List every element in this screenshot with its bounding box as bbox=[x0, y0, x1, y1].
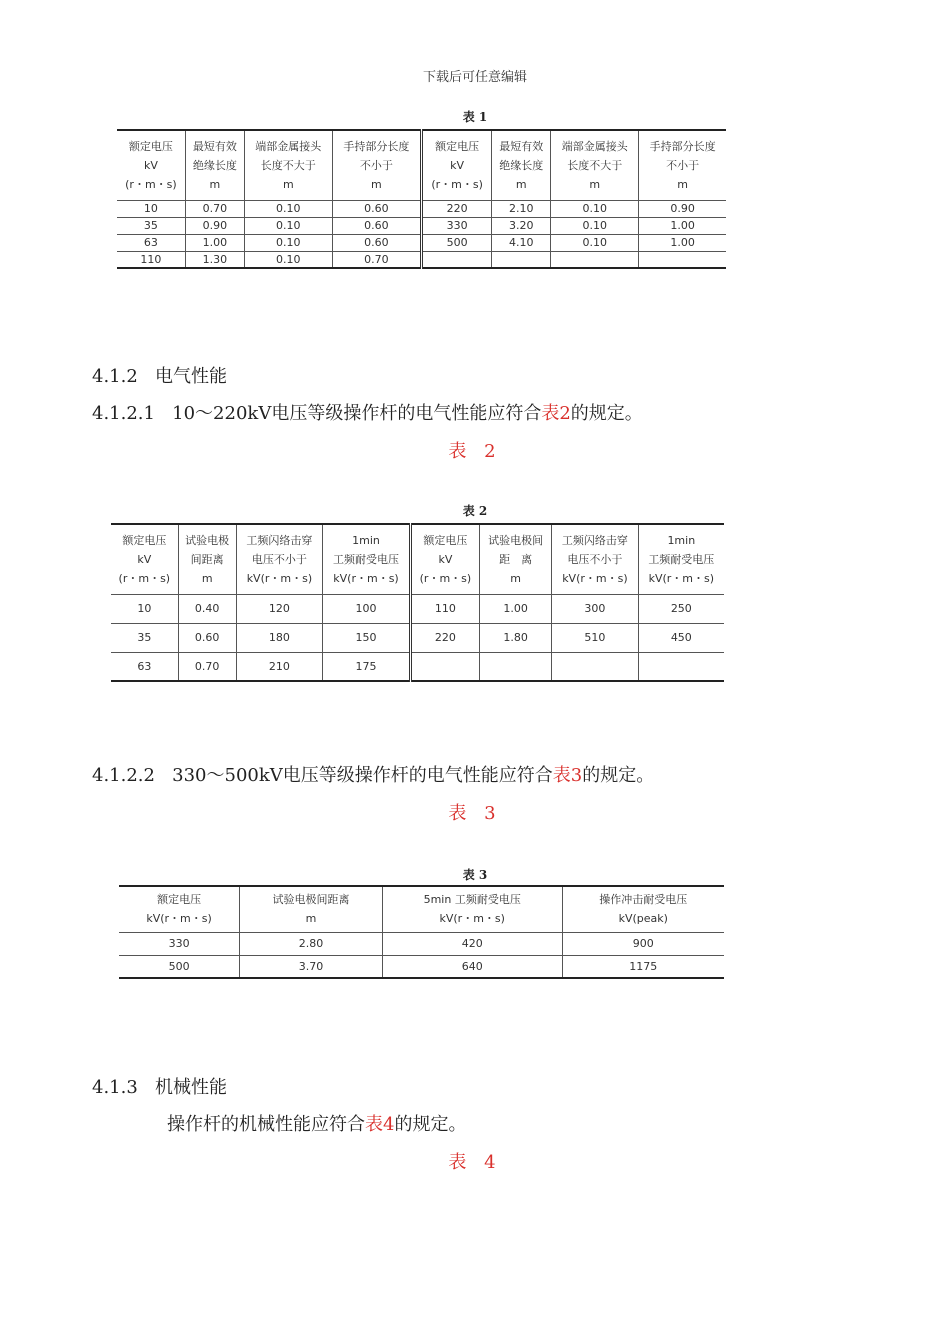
table-cell: 1.00 bbox=[639, 234, 726, 251]
table-cell: 500 bbox=[119, 955, 240, 978]
header-line: 长度不大于 bbox=[260, 158, 316, 172]
table-cell bbox=[410, 652, 479, 681]
header-line: 电压不小于 bbox=[567, 552, 623, 566]
header-cell bbox=[479, 524, 551, 594]
table-cell: 0.70 bbox=[185, 200, 244, 217]
header-line: 端部金属接头 bbox=[255, 139, 322, 153]
table-cell: 110 bbox=[410, 594, 479, 623]
table3-red-caption: 表 3 bbox=[448, 803, 502, 824]
header-cell bbox=[119, 886, 240, 932]
paragraph-text-end: 的规定。 bbox=[570, 403, 643, 424]
table-cell: 4.10 bbox=[492, 234, 551, 251]
table-cell: 900 bbox=[562, 932, 724, 955]
header-line: kV(r・m・s) bbox=[648, 571, 715, 585]
header-line: (r・m・s) bbox=[419, 571, 472, 585]
section-4-1-2-1-paragraph bbox=[92, 399, 643, 425]
table-cell: 110 bbox=[117, 251, 185, 268]
header-line: kV bbox=[450, 158, 465, 172]
header-line: 最短有效 bbox=[499, 139, 544, 153]
table-cell: 1175 bbox=[562, 955, 724, 978]
table-cell: 180 bbox=[236, 623, 322, 652]
table-cell: 0.70 bbox=[332, 251, 421, 268]
header-line: 距 离 bbox=[499, 552, 533, 566]
header-line: 绝缘长度 bbox=[192, 158, 237, 172]
table1 bbox=[117, 129, 726, 269]
header-line: 额定电压 bbox=[157, 893, 202, 907]
table2-caption: 表 2 bbox=[462, 504, 488, 518]
table-cell: 1.00 bbox=[185, 234, 244, 251]
header-line: 工频耐受电压 bbox=[648, 552, 715, 566]
table-cell: 330 bbox=[421, 217, 491, 234]
table2-link[interactable]: 表2 bbox=[541, 403, 571, 424]
table-cell: 0.10 bbox=[244, 200, 332, 217]
table-row bbox=[111, 623, 724, 652]
table-cell: 100 bbox=[323, 594, 411, 623]
table-cell: 63 bbox=[117, 234, 185, 251]
header-line: 工频闪络击穿 bbox=[246, 533, 313, 547]
header-line: m bbox=[201, 571, 213, 585]
header-line: 手持部分长度 bbox=[343, 139, 410, 153]
section-number: 4.1.2 bbox=[92, 366, 138, 387]
table-cell: 175 bbox=[323, 652, 411, 681]
paragraph-text: 操作杆的机械性能应符合 bbox=[167, 1114, 365, 1135]
header-line: 最短有效 bbox=[192, 139, 237, 153]
header-row bbox=[119, 886, 724, 932]
header-cell bbox=[410, 524, 479, 594]
header-cell bbox=[332, 130, 421, 200]
table-cell: 3.70 bbox=[240, 955, 383, 978]
header-line: 电压不小于 bbox=[251, 552, 307, 566]
table-cell bbox=[421, 251, 491, 268]
header-line: 端部金属接头 bbox=[561, 139, 628, 153]
table-row bbox=[117, 217, 726, 234]
header-cell bbox=[638, 524, 724, 594]
table-cell: 2.80 bbox=[240, 932, 383, 955]
table-cell: 0.10 bbox=[551, 200, 639, 217]
header-cell bbox=[244, 130, 332, 200]
table-cell: 500 bbox=[421, 234, 491, 251]
table-cell: 35 bbox=[111, 623, 178, 652]
header-line: 额定电压 bbox=[435, 139, 480, 153]
header-line: 额定电压 bbox=[122, 533, 167, 547]
table2-red-caption: 表 2 bbox=[448, 441, 502, 462]
header-cell bbox=[236, 524, 322, 594]
header-line: 间距离 bbox=[190, 552, 224, 566]
header-line: 额定电压 bbox=[128, 139, 173, 153]
section-4-1-2-heading bbox=[92, 362, 227, 388]
header-cell bbox=[492, 130, 551, 200]
table4-red-caption: 表 4 bbox=[448, 1152, 502, 1173]
header-line: m bbox=[510, 571, 521, 585]
paragraph-text: 10～220kV电压等级操作杆的电气性能应符合 bbox=[172, 403, 542, 424]
header-line: kV(r・m・s) bbox=[439, 912, 505, 926]
header-cell bbox=[178, 524, 236, 594]
table-cell: 220 bbox=[410, 623, 479, 652]
table-cell: 330 bbox=[119, 932, 240, 955]
header-row bbox=[117, 130, 726, 200]
table-cell bbox=[552, 652, 638, 681]
header-line: m bbox=[677, 177, 688, 191]
header-cell bbox=[562, 886, 724, 932]
header-line: 5min 工频耐受电压 bbox=[423, 893, 521, 907]
header-row bbox=[111, 524, 724, 594]
header-cell bbox=[111, 524, 178, 594]
header-line: 1min bbox=[352, 533, 380, 547]
section-4-1-2-2-paragraph bbox=[92, 761, 654, 787]
table-row bbox=[117, 234, 726, 251]
table-row bbox=[117, 200, 726, 217]
header-line: 1min bbox=[667, 533, 696, 547]
table2 bbox=[111, 523, 724, 682]
table-cell: 0.90 bbox=[639, 200, 726, 217]
section-title: 电气性能 bbox=[154, 366, 227, 387]
section-4-1-3-paragraph bbox=[167, 1110, 466, 1136]
header-line: kV(r・m・s) bbox=[562, 571, 628, 585]
table-cell: 420 bbox=[382, 932, 562, 955]
section-number: 4.1.3 bbox=[92, 1077, 138, 1098]
table-cell: 0.60 bbox=[332, 200, 421, 217]
header-line: kV bbox=[143, 158, 158, 172]
table-cell: 120 bbox=[236, 594, 322, 623]
table-cell: 510 bbox=[552, 623, 638, 652]
header-line: 试验电极间 bbox=[488, 533, 544, 547]
table-row bbox=[111, 652, 724, 681]
header-line: kV(peak) bbox=[618, 912, 668, 926]
header-line: kV(r・m・s) bbox=[333, 571, 399, 585]
table-cell bbox=[639, 251, 726, 268]
header-cell bbox=[551, 130, 639, 200]
table3-caption: 表 3 bbox=[462, 868, 488, 882]
table-cell: 1.00 bbox=[479, 594, 551, 623]
header-line: 试验电极间距离 bbox=[272, 893, 350, 907]
section-4-1-3-heading bbox=[92, 1073, 227, 1099]
table-cell: 220 bbox=[421, 200, 491, 217]
paragraph-text-end: 的规定。 bbox=[394, 1114, 467, 1135]
table-cell: 450 bbox=[638, 623, 724, 652]
table-cell: 0.40 bbox=[178, 594, 236, 623]
table-cell: 0.10 bbox=[244, 217, 332, 234]
header-line: kV(r・m・s) bbox=[246, 571, 313, 585]
table-cell: 35 bbox=[117, 217, 185, 234]
table-cell: 1.80 bbox=[479, 623, 551, 652]
table-cell bbox=[479, 652, 551, 681]
table-cell: 1.00 bbox=[639, 217, 726, 234]
header-line: m bbox=[515, 177, 527, 191]
table-cell: 150 bbox=[323, 623, 411, 652]
table-cell: 0.10 bbox=[551, 217, 639, 234]
table-cell: 0.10 bbox=[551, 234, 639, 251]
header-cell bbox=[552, 524, 638, 594]
table1-caption: 表 1 bbox=[462, 110, 488, 124]
table-cell: 1.30 bbox=[185, 251, 244, 268]
table-cell: 0.10 bbox=[244, 251, 332, 268]
header-line: 额定电压 bbox=[423, 533, 468, 547]
header-line: 操作冲击耐受电压 bbox=[599, 893, 688, 907]
header-line: (r・m・s) bbox=[118, 571, 171, 585]
header-cell bbox=[185, 130, 244, 200]
table-cell: 0.60 bbox=[178, 623, 236, 652]
header-line: m bbox=[371, 177, 382, 191]
table-cell: 300 bbox=[552, 594, 638, 623]
table4-link[interactable]: 表4 bbox=[365, 1114, 395, 1135]
table-cell bbox=[492, 251, 551, 268]
header-line: 工频闪络击穿 bbox=[561, 533, 628, 547]
header-line: 试验电极 bbox=[185, 533, 230, 547]
table3 bbox=[119, 885, 724, 979]
header-line: kV bbox=[137, 552, 152, 566]
header-cell bbox=[639, 130, 726, 200]
header-cell bbox=[382, 886, 562, 932]
table-cell bbox=[551, 251, 639, 268]
section-number: 4.1.2.1 bbox=[92, 403, 155, 424]
header-cell bbox=[323, 524, 411, 594]
header-line: 不小于 bbox=[359, 158, 393, 172]
table-cell: 2.10 bbox=[492, 200, 551, 217]
header-note: 下载后可任意编辑 bbox=[422, 70, 527, 85]
table-cell: 210 bbox=[236, 652, 322, 681]
header-line: 手持部分长度 bbox=[649, 139, 716, 153]
table-row bbox=[117, 251, 726, 268]
table-cell: 10 bbox=[117, 200, 185, 217]
header-line: 不小于 bbox=[666, 158, 700, 172]
paragraph-text: 330～500kV电压等级操作杆的电气性能应符合 bbox=[172, 765, 553, 786]
header-line: kV(r・m・s) bbox=[146, 912, 212, 926]
section-number: 4.1.2.2 bbox=[92, 765, 155, 786]
header-line: (r・m・s) bbox=[125, 177, 177, 191]
header-line: m bbox=[209, 177, 221, 191]
table-cell: 640 bbox=[382, 955, 562, 978]
header-line: kV bbox=[438, 552, 453, 566]
header-line: 工频耐受电压 bbox=[333, 552, 399, 566]
table-cell bbox=[638, 652, 724, 681]
table-cell: 250 bbox=[638, 594, 724, 623]
header-cell bbox=[240, 886, 383, 932]
table-row bbox=[119, 932, 724, 955]
header-line: m bbox=[282, 177, 294, 191]
header-line: 长度不大于 bbox=[567, 158, 623, 172]
header-line: m bbox=[305, 912, 317, 926]
table-cell: 0.60 bbox=[332, 234, 421, 251]
header-line: 绝缘长度 bbox=[499, 158, 544, 172]
table-row bbox=[111, 594, 724, 623]
table-cell: 0.70 bbox=[178, 652, 236, 681]
header-line: m bbox=[589, 177, 601, 191]
table-cell: 63 bbox=[111, 652, 178, 681]
table3-link[interactable]: 表3 bbox=[552, 765, 583, 786]
table-cell: 3.20 bbox=[492, 217, 551, 234]
table-row bbox=[119, 955, 724, 978]
section-title: 机械性能 bbox=[154, 1077, 227, 1098]
header-line: (r・m・s) bbox=[431, 177, 483, 191]
table-cell: 10 bbox=[111, 594, 178, 623]
table-cell: 0.60 bbox=[332, 217, 421, 234]
paragraph-text-end: 的规定。 bbox=[582, 765, 655, 786]
table-cell: 0.10 bbox=[244, 234, 332, 251]
header-cell bbox=[421, 130, 491, 200]
header-cell bbox=[117, 130, 185, 200]
table-cell: 0.90 bbox=[185, 217, 244, 234]
